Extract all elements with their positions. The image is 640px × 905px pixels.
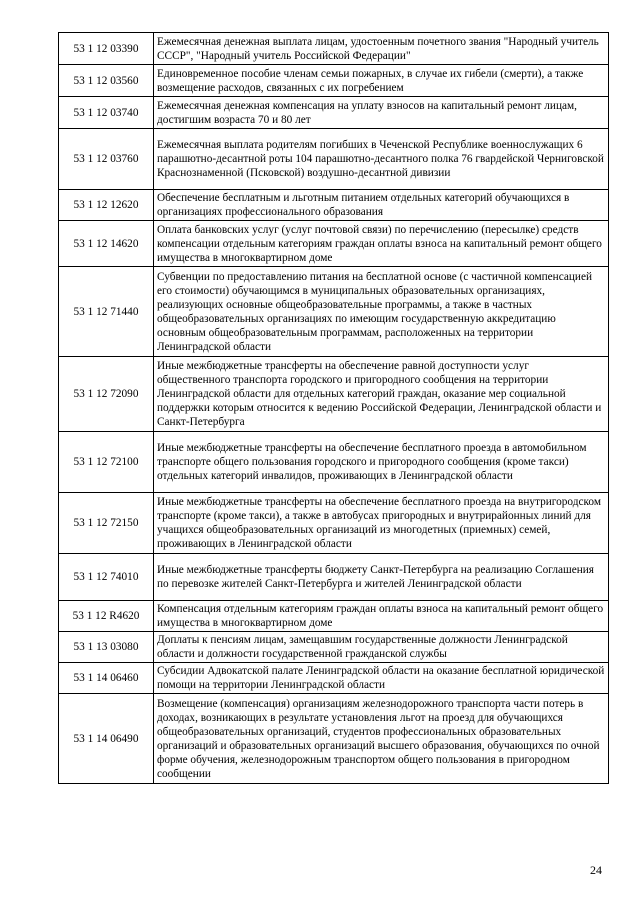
budget-code-cell: 53 1 12 74010	[59, 554, 154, 601]
table-row	[59, 663, 609, 694]
table-row	[59, 601, 609, 632]
budget-code-cell: 53 1 12 71440	[59, 267, 154, 357]
description-cell: Единовременное пособие членам семьи пожарных, в случае их гибели (смерти), а также возмещение расходов, связанных с их погребением	[154, 65, 609, 97]
budget-code-cell: 53 1 13 03080	[59, 632, 154, 663]
description-cell: Иные межбюджетные трансферты бюджету Санкт-Петербурга на реализацию Соглашения по перевозке жителей Санкт-Петербурга и жителей Ленинградской области	[154, 554, 609, 601]
budget-code-table	[58, 32, 609, 784]
budget-code-cell: 53 1 12 03390	[59, 33, 154, 65]
table-row	[59, 632, 609, 663]
table-row	[59, 190, 609, 221]
table-row	[59, 129, 609, 190]
budget-code-cell: 53 1 12 R4620	[59, 601, 154, 632]
description-cell: Обеспечение бесплатным и льготным питанием отдельных категорий обучающихся в организациях профессионального образования	[154, 190, 609, 221]
table-row	[59, 97, 609, 129]
description-cell: Оплата банковских услуг (услуг почтовой связи) по перечислению (пересылке) средств компенсации отдельным категориям граждан оплаты взноса на капитальный ремонт общего имущества в многоквартирном доме	[154, 221, 609, 267]
table-row	[59, 432, 609, 493]
table-row	[59, 357, 609, 432]
description-cell: Доплаты к пенсиям лицам, замещавшим государственные должности Ленинградской области и должности государственной гражданской службы	[154, 632, 609, 663]
description-cell: Возмещение (компенсация) организациям железнодорожного транспорта части потерь в доходах, возникающих в результате установления льгот на проезд для обучающихся общеобразовательных организаций, студентов профессиональных образовательных организаций и образовательных организаций высшего образования, обучающихся по очной форме обучения, железнодорожным транспортом общего пользования в пригородном сообщении	[154, 694, 609, 784]
description-cell: Иные межбюджетные трансферты на обеспечение бесплатного проезда в автомобильном транспорте общего пользования городского и пригородного сообщения (кроме такси) отдельных категорий инвалидов, проживающих в Ленинградской области	[154, 432, 609, 493]
table-row	[59, 694, 609, 784]
budget-code-cell: 53 1 14 06460	[59, 663, 154, 694]
page-number: 24	[590, 863, 602, 877]
budget-code-cell: 53 1 12 12620	[59, 190, 154, 221]
budget-code-cell: 53 1 12 72090	[59, 357, 154, 432]
description-cell: Компенсация отдельным категориям граждан оплаты взноса на капитальный ремонт общего имущества в многоквартирном доме	[154, 601, 609, 632]
table-row	[59, 65, 609, 97]
description-cell: Иные межбюджетные трансферты на обеспечение бесплатного проезда на внутригородском транспорте (кроме такси), а также в автобусах пригородных и внутрирайонных линий для учащихся общеобразовательных организаций из многодетных (приемных) семей, проживающих в Ленинградской области	[154, 493, 609, 554]
budget-code-cell: 53 1 12 03740	[59, 97, 154, 129]
budget-code-cell: 53 1 12 72150	[59, 493, 154, 554]
description-cell: Субсидии Адвокатской палате Ленинградской области на оказание бесплатной юридической помощи на территории Ленинградской области	[154, 663, 609, 694]
table-row	[59, 554, 609, 601]
description-cell: Ежемесячная денежная выплата лицам, удостоенным почетного звания "Народный учитель СССР", "Народный учитель Российской Федерации"	[154, 33, 609, 65]
description-cell: Ежемесячная выплата родителям погибших в Чеченской Республике военнослужащих 6 парашютно-десантной роты 104 парашютно-десантного полка 76 гвардейской Черниговской Краснознаменной (Псковской) воздушно-десантной дивизии	[154, 129, 609, 190]
budget-code-cell: 53 1 12 03560	[59, 65, 154, 97]
budget-code-cell: 53 1 12 03760	[59, 129, 154, 190]
budget-code-cell: 53 1 12 72100	[59, 432, 154, 493]
description-cell: Ежемесячная денежная компенсация на уплату взносов на капитальный ремонт лицам, достигшим возраста 70 и 80 лет	[154, 97, 609, 129]
table-row	[59, 221, 609, 267]
description-cell: Субвенции по предоставлению питания на бесплатной основе (с частичной компенсацией его стоимости) обучающимся в муниципальных образовательных организациях, реализующих основные общеобразовательные программы, а также в частных общеобразовательных организациях по имеющим государственную аккредитацию основным общеобразовательным программам, расположенных на территории Ленинградской области	[154, 267, 609, 357]
table-row	[59, 493, 609, 554]
description-cell: Иные межбюджетные трансферты на обеспечение равной доступности услуг общественного транспорта городского и пригородного сообщения на территории Ленинградской области для отдельных категорий граждан, оказание мер социальной поддержки которым относится к ведению Российской Федерации, Ленинградской области и Санкт-Петербурга	[154, 357, 609, 432]
table-row	[59, 267, 609, 357]
table-row	[59, 33, 609, 65]
budget-code-cell: 53 1 14 06490	[59, 694, 154, 784]
budget-code-cell: 53 1 12 14620	[59, 221, 154, 267]
